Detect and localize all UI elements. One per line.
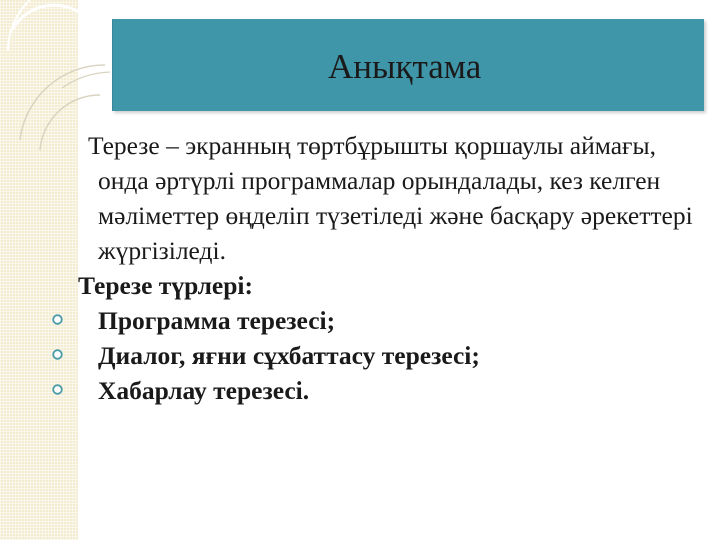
slide-body [50,128,700,408]
circle-bullet-icon [52,314,63,325]
list-item-text: Хабарлау терезесі. [98,376,310,405]
definition-paragraph: Терезе – экранның төртбұрышты қоршаулы аймағы, онда әртүрлі программалар орындалады, кез келген мәліметтер өңделіп түзетіледі және басқару әрекеттері жүргізіледі. [88,131,693,265]
circle-bullet-icon [52,349,63,360]
list-item [50,373,700,408]
list-item [50,303,700,338]
title-bar [112,19,704,111]
list-item-text: Программа терезесі; [98,306,336,335]
slide-title: Анықтама [328,47,482,86]
types-heading: Терезе түрлері: [78,271,254,300]
circle-bullet-icon [52,384,63,395]
list-item-text: Диалог, яғни сұхбаттасу терезесі; [98,341,480,370]
list-item [50,338,700,373]
types-list [50,303,700,408]
